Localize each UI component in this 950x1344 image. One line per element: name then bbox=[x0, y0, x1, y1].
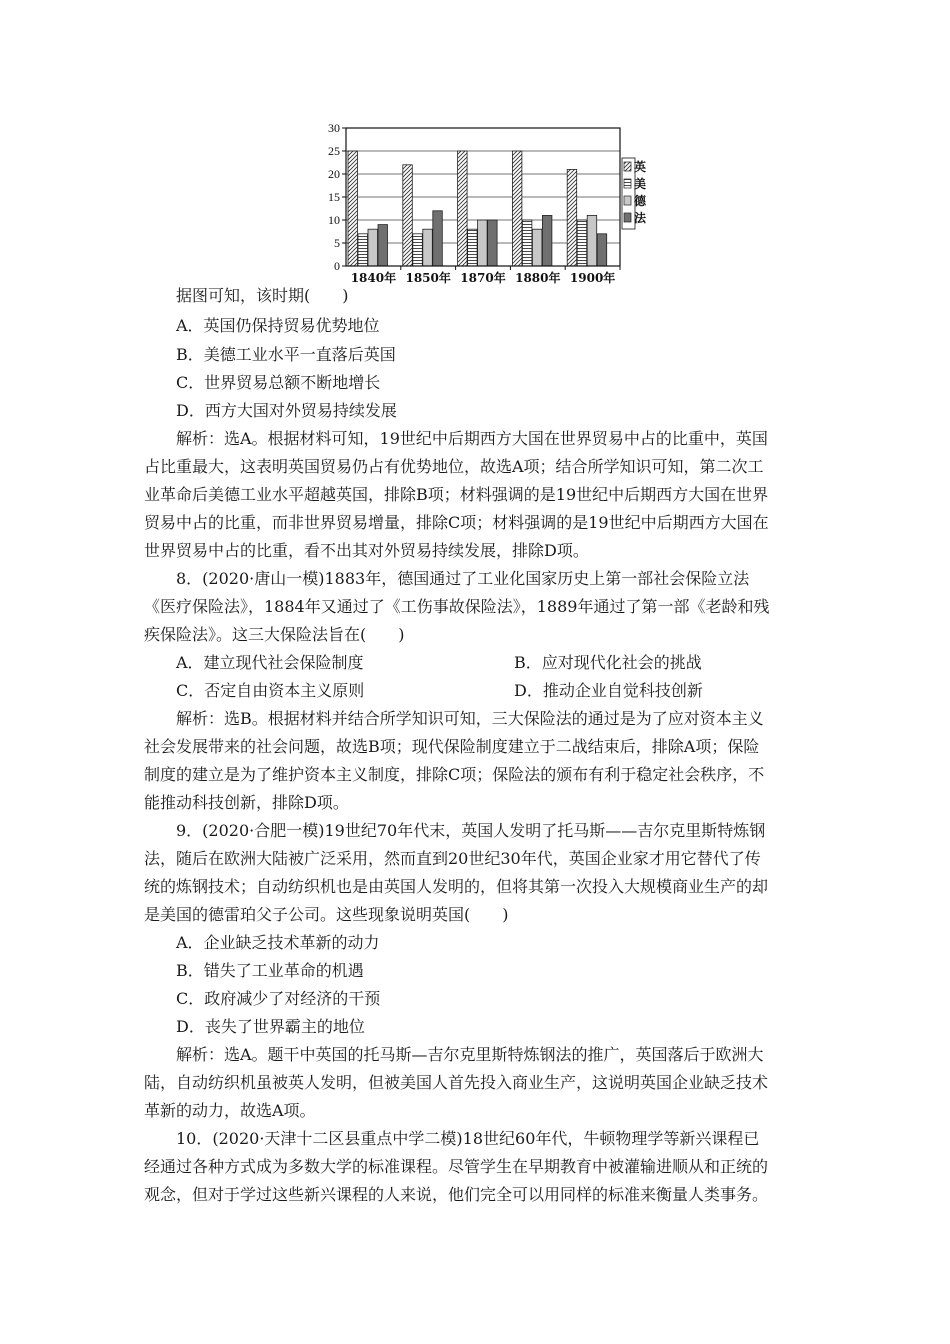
bar bbox=[522, 220, 532, 266]
q9-stem-line: 统的炼钢技术；自动纺织机也是由英国人发明的，但将其第一次投入大规模商业生产的却 bbox=[144, 877, 769, 896]
q7-analysis-line: 业革命后美德工业水平超越英国，排除B项；材料强调的是19世纪中后期西方大国在世界 bbox=[144, 485, 769, 504]
q9-analysis-line: 革新的动力，故选A项。 bbox=[144, 1101, 316, 1120]
q8-stem-line: 疾保险法》。这三大保险法旨在( ) bbox=[144, 625, 405, 644]
q8-option-d: D．推动企业自觉科技创新 bbox=[514, 681, 703, 700]
q8-option-a: A．建立现代社会保险制度 bbox=[176, 653, 364, 672]
x-tick-label: 1840年 bbox=[350, 271, 397, 285]
q7-analysis-line: 解析：选A。根据材料可知，19世纪中后期西方大国在世界贸易中占的比重中，英国 bbox=[176, 429, 768, 448]
x-tick-label: 1850年 bbox=[405, 271, 451, 285]
y-tick-label: 20 bbox=[328, 167, 340, 181]
y-tick-label: 30 bbox=[328, 121, 340, 135]
q8-analysis-line: 社会发展带来的社会问题，故选B项；现代保险制度建立于二战结束后，排除A项；保险 bbox=[144, 737, 760, 756]
q9-option-a: A．企业缺乏技术革新的动力 bbox=[176, 933, 380, 952]
q7-analysis-line: 世界贸易中占的比重，看不出其对外贸易持续发展，排除D项。 bbox=[144, 541, 589, 560]
q7-option-b: B．美德工业水平一直落后英国 bbox=[176, 345, 396, 364]
bar bbox=[458, 151, 468, 266]
y-tick-label: 10 bbox=[328, 213, 340, 227]
q9-analysis-line: 陆，自动纺织机虽被英人发明，但被美国人首先投入商业生产，这说明英国企业缺乏技术 bbox=[144, 1073, 769, 1092]
q10-stem-line: 观念，但对于学过这些新兴课程的人来说，他们完全可以用同样的标准来衡量人类事务。 bbox=[144, 1185, 769, 1204]
q8-stem-line: 《医疗保险法》，1884年又通过了《工伤事故保险法》，1889年通过了第一部《老龄和残 bbox=[144, 597, 770, 616]
y-tick-label: 0 bbox=[334, 259, 340, 273]
chart-legend bbox=[622, 158, 647, 229]
q8-analysis-line: 解析：选B。根据材料并结合所学知识可知，三大保险法的通过是为了应对资本主义 bbox=[176, 709, 764, 728]
legend-label: 英 bbox=[634, 160, 647, 174]
bar bbox=[478, 220, 488, 266]
x-tick-label: 1900年 bbox=[569, 271, 616, 285]
q7-option-c: C．世界贸易总额不断地增长 bbox=[176, 373, 381, 392]
bar bbox=[433, 211, 443, 266]
bar bbox=[597, 234, 607, 266]
q8-analysis-line: 能推动科技创新，排除D项。 bbox=[144, 793, 349, 812]
legend-swatch bbox=[624, 196, 631, 205]
bar bbox=[512, 151, 522, 266]
q9-stem-line: 是美国的德雷珀父子公司。这些现象说明英国( ) bbox=[144, 905, 509, 924]
bar bbox=[368, 229, 378, 266]
bar bbox=[468, 229, 478, 266]
x-tick-label: 1870年 bbox=[460, 271, 506, 285]
q9-option-d: D．丧失了世界霸主的地位 bbox=[176, 1017, 365, 1036]
legend-swatch bbox=[624, 213, 631, 222]
q9-analysis-line: 解析：选A。题干中英国的托马斯—吉尔克里斯特炼钢法的推广，英国落后于欧洲大 bbox=[176, 1045, 764, 1064]
q8-analysis-line: 制度的建立是为了维护资本主义制度，排除C项；保险法的颁布有利于稳定社会秩序，不 bbox=[144, 765, 765, 784]
q8-option-c: C．否定自由资本主义原则 bbox=[176, 681, 365, 700]
y-tick-label: 5 bbox=[334, 236, 340, 250]
legend-swatch bbox=[624, 162, 631, 171]
bar bbox=[577, 220, 587, 266]
bar bbox=[488, 220, 498, 266]
q7-option-d: D．西方大国对外贸易持续发展 bbox=[176, 401, 397, 420]
q9-option-c: C．政府减少了对经济的干预 bbox=[176, 989, 381, 1008]
bar bbox=[542, 215, 552, 266]
q8-stem-line: 8．(2020·唐山一模)1883年，德国通过了工业化国家历史上第一部社会保险立法 bbox=[176, 569, 750, 588]
bar bbox=[358, 234, 368, 266]
q9-stem-line: 法，随后在欧洲大陆被广泛采用，然而直到20世纪30年代，英国企业家才用它替代了传 bbox=[144, 849, 761, 868]
y-tick-label: 25 bbox=[328, 144, 340, 158]
bar bbox=[567, 169, 577, 266]
q7-option-a: A．英国仍保持贸易优势地位 bbox=[176, 316, 380, 335]
x-tick-label: 1880年 bbox=[515, 271, 561, 285]
bar bbox=[587, 215, 597, 266]
y-tick-label: 15 bbox=[328, 190, 340, 204]
bar bbox=[403, 165, 413, 266]
legend-swatch bbox=[624, 179, 631, 188]
q7-analysis-line: 贸易中占的比重，而非世界贸易增量，排除C项；材料强调的是19世纪中后期西方大国在 bbox=[144, 513, 769, 532]
legend-label: 法 bbox=[634, 211, 647, 225]
bar bbox=[348, 151, 358, 266]
q8-option-b: B．应对现代化社会的挑战 bbox=[514, 653, 702, 672]
bar bbox=[532, 229, 542, 266]
legend-label: 德 bbox=[634, 194, 647, 208]
bar-chart bbox=[318, 118, 647, 288]
bar bbox=[423, 229, 433, 266]
q7-analysis-line: 占比重最大，这表明英国贸易仍占有优势地位，故选A项；结合所学知识可知，第二次工 bbox=[144, 457, 764, 476]
q10-stem-line: 经通过各种方式成为多数大学的标准课程。尽管学生在早期教育中被灌输进顺从和正统的 bbox=[144, 1157, 769, 1176]
q9-stem-line: 9．(2020·合肥一模)19世纪70年代末，英国人发明了托马斯——吉尔克里斯特炼钢 bbox=[176, 821, 766, 840]
q7-stem: 据图可知，该时期( ) bbox=[176, 286, 349, 305]
q9-option-b: B．错失了工业革命的机遇 bbox=[176, 961, 364, 980]
bar bbox=[413, 234, 423, 266]
legend-label: 美 bbox=[634, 177, 647, 191]
q10-stem-line: 10．(2020·天津十二区县重点中学二模)18世纪60年代，牛顿物理学等新兴课程已 bbox=[176, 1129, 760, 1148]
bar bbox=[378, 225, 388, 266]
chart-bars bbox=[348, 151, 607, 266]
